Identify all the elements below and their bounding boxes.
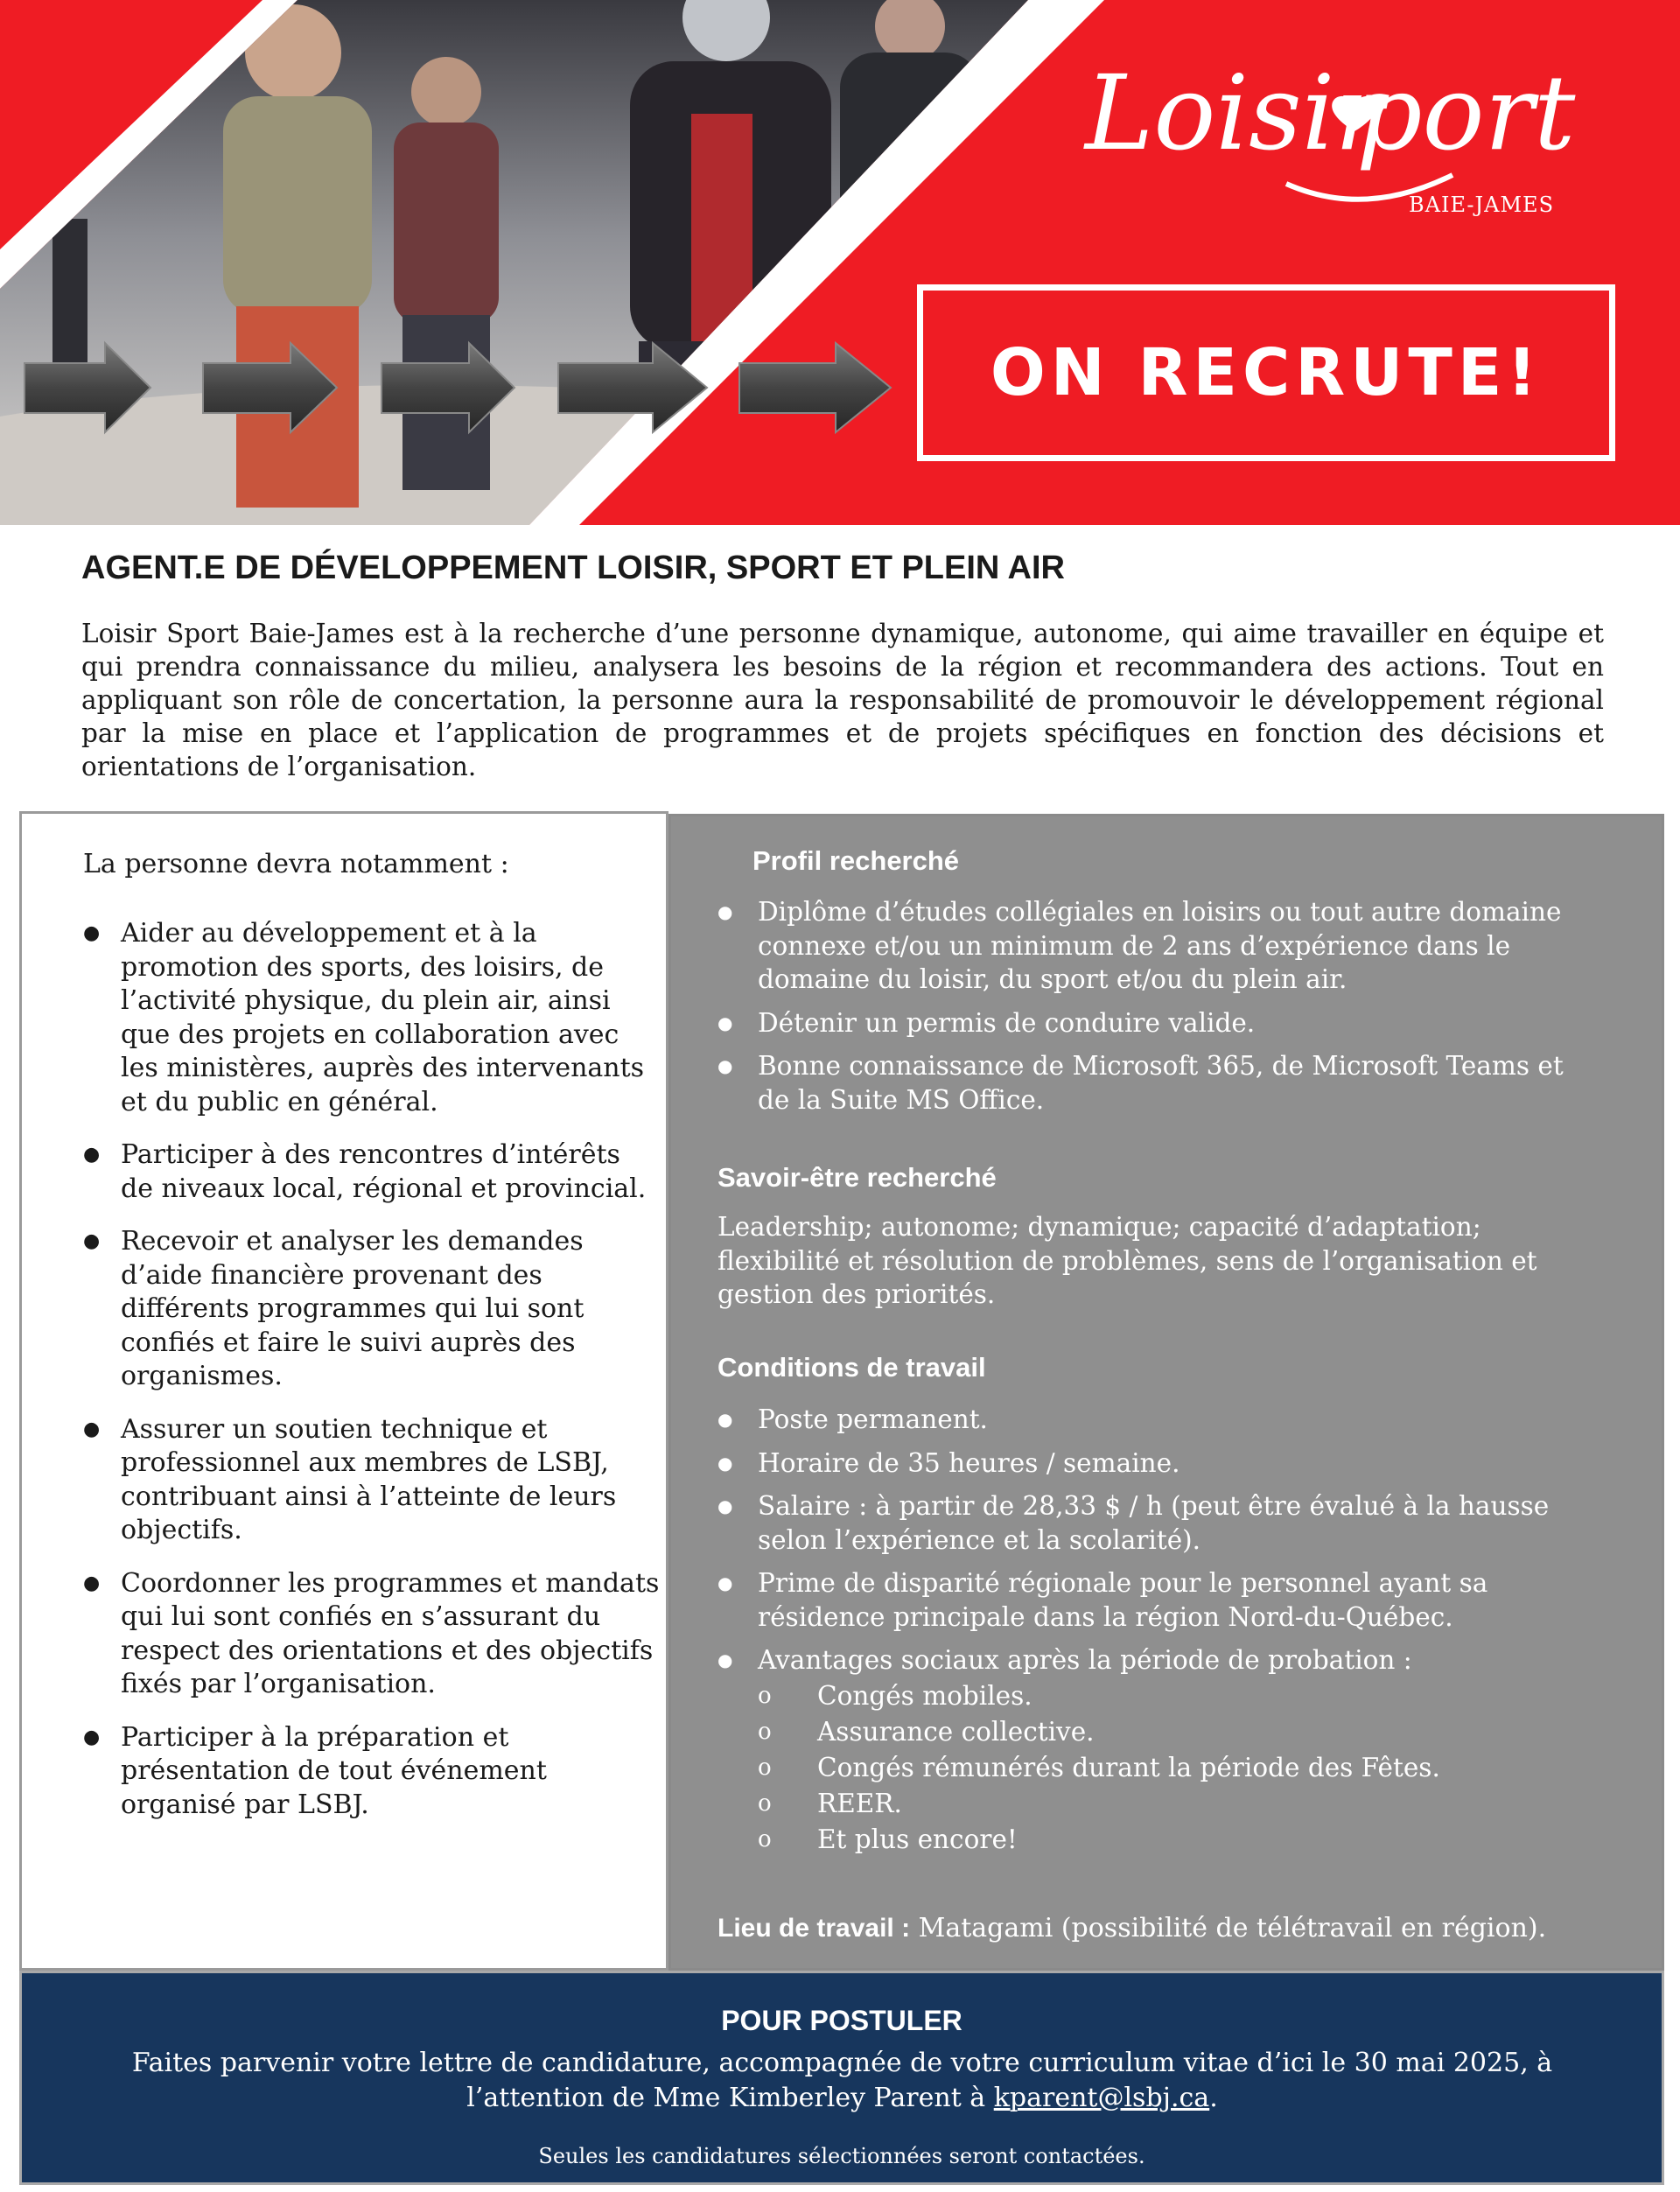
benefits-list	[758, 1679, 1601, 1857]
list-item: ● Détenir un permis de conduire valide.	[718, 1006, 1601, 1040]
list-item: ● Prime de disparité régionale pour le personnel ayant sa résidence principale dans la région Nord-du-Québec.	[718, 1568, 1488, 1632]
list-item: ● Aider au développement et à la promotion des sports, des loisirs, de l’activité physique, du plein air, ainsi que des projets en collaboration avec les ministères, auprès des intervenants et du public en général.	[83, 918, 645, 1117]
list-item: ● Assurer un soutien technique et professionnel aux membres de LSBJ, contribuant ainsi à l’atteinte de leurs objectifs.	[83, 1413, 617, 1545]
sub-bullet-icon: o	[758, 1682, 772, 1709]
header-banner	[0, 0, 1680, 525]
list-item: ● Diplôme d’études collégiales en loisirs ou tout autre domaine connexe et/ou un minimum de 2 ans d’expérience dans le domaine du loisir, du sport et/ou du plein air.	[718, 897, 1562, 994]
list-item: ● Participer à la préparation et présentation de tout événement organisé par LSBJ.	[83, 1721, 547, 1820]
sub-bullet-icon: o	[758, 1754, 772, 1781]
tasks-intro: La personne devra notamment :	[83, 849, 509, 879]
sub-bullet-icon: o	[758, 1825, 772, 1852]
apply-note: Seules les candidatures sélectionnées seront contactées.	[538, 2144, 1145, 2168]
bullet-icon: ●	[83, 1418, 101, 1440]
list-item: ● Recevoir et analyser les demandes d’aide financière provenant des différents programmes qui lui sont confiés et faire le suivi auprès des organismes.	[83, 1226, 584, 1391]
list-item: ● Avantages sociaux après la période de probation : o Congés mobiles. o Assurance collective. o Congés rémunérés durant la période des Fêtes. o REER. o Et plus encore!	[718, 1643, 1601, 1857]
bullet-icon: ●	[83, 1144, 101, 1166]
logo-word-sport: port	[1356, 53, 1576, 173]
bullet-icon: ●	[718, 1452, 733, 1474]
list-item: ● Participer à des rencontres d’intérêts de niveaux local, régional et provincial.	[83, 1139, 647, 1204]
sub-bullet-icon: o	[758, 1718, 772, 1745]
apply-email-link[interactable]: kparent@lsbj.ca	[993, 2083, 1210, 2113]
bullet-icon: ●	[83, 1230, 101, 1252]
job-intro: Loisir Sport Baie-James est à la recherche d’une personne dynamique, autonome, qui aime travailler en équipe et qui prendra connaissance du milieu, analysera les besoins de la région et recommandera des actions. Tout en appliquant son rôle de concertation, la personne aura la responsabilité de promouvoir le développement régional par la mise en place et l’application de programmes et de projets spécifiques en fonction des décisions et orientations de l’organisation.	[81, 619, 1604, 781]
bullet-icon: ●	[718, 1055, 733, 1076]
bullet-icon: ●	[83, 1726, 101, 1748]
conditions-list	[718, 1403, 1601, 1866]
work-location-label: Lieu de travail :	[718, 1914, 911, 1943]
profile-heading: Profil recherché	[752, 845, 960, 876]
logo-word-loisir: Loisir	[1085, 53, 1384, 173]
bullet-icon: ●	[718, 1012, 733, 1033]
list-item: ● Poste permanent.	[718, 1403, 1601, 1437]
conditions-heading: Conditions de travail	[718, 1352, 986, 1383]
bullet-icon: ●	[718, 1649, 733, 1670]
tasks-column	[19, 811, 668, 1971]
loisir-sport-logo	[1085, 18, 1628, 219]
profile-list	[718, 895, 1601, 1126]
bullet-icon: ●	[718, 901, 733, 922]
recruiting-headline: ON RECRUTE!	[990, 335, 1543, 410]
list-item: o Congés rémunérés durant la période des Fêtes.	[758, 1751, 1601, 1785]
bullet-icon: ●	[83, 1572, 101, 1594]
work-location	[718, 1913, 1546, 1943]
logo-subtitle: BAIE-JAMES	[1409, 193, 1555, 217]
bullet-icon: ●	[718, 1572, 733, 1593]
list-item: ● Salaire : à partir de 28,33 $ / h (peut être évalué à la hausse selon l’expérience et la scolarité).	[718, 1491, 1550, 1555]
bullet-icon: ●	[718, 1409, 733, 1430]
list-item: ● Coordonner les programmes et mandats qui lui sont confiés en s’assurant du respect des orientations et des objectifs fixés par l’organisation.	[83, 1567, 660, 1699]
bullet-icon: ●	[83, 922, 101, 944]
savoir-heading: Savoir-être recherché	[718, 1162, 997, 1193]
bullet-icon: ●	[718, 1495, 733, 1516]
job-title: AGENT.E DE DÉVELOPPEMENT LOISIR, SPORT ET PLEIN AIR	[81, 550, 1065, 586]
requirements-column	[668, 814, 1664, 1971]
list-item: o Et plus encore!	[758, 1823, 1601, 1857]
sub-bullet-icon: o	[758, 1789, 772, 1817]
list-item: o REER.	[758, 1787, 1601, 1821]
savoir-text: Leadership; autonome; dynamique; capacité d’adaptation; flexibilité et résolution de problèmes, sens de l’organisation et gestion des priorités.	[718, 1212, 1537, 1309]
recruiting-banner-box	[917, 284, 1615, 461]
apply-title: POUR POSTULER	[721, 2005, 962, 2036]
work-location-value: Matagami (possibilité de télétravail en région).	[910, 1913, 1547, 1943]
list-item: o Congés mobiles.	[758, 1679, 1601, 1713]
tasks-list	[83, 917, 661, 1841]
list-item: o Assurance collective.	[758, 1715, 1601, 1749]
list-item: ● Horaire de 35 heures / semaine.	[718, 1446, 1601, 1481]
apply-text: Faites parvenir votre lettre de candidature, accompagnée de votre curriculum vitae d’ici le 30 mai 2025, à l’attention de Mme Kimberley Parent à kparent@lsbj.ca.	[131, 2048, 1553, 2113]
list-item: ● Bonne connaissance de Microsoft 365, de Microsoft Teams et de la Suite MS Office.	[718, 1051, 1564, 1115]
apply-section	[19, 1971, 1664, 2185]
